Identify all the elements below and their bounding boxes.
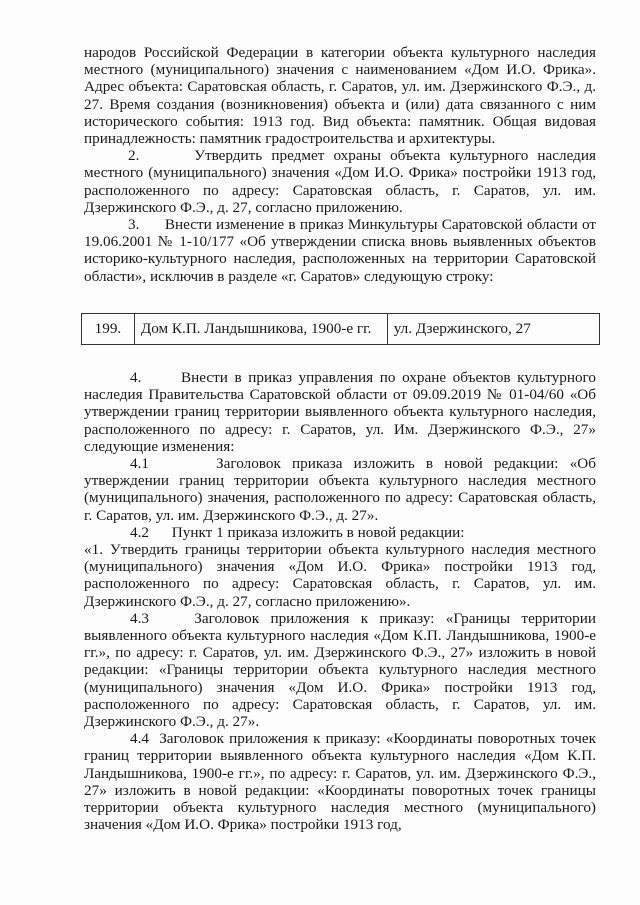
paragraph-item-4-2-text: «1. Утвердить границы территории объекта культурного наследия местного (муниципального) значения «Дом И.О. Фрика» постройки 1913 год, расположенного по адресу: Саратовская область, г. Саратов, ул. им. Дзержинского Ф.Э., д. 27, согласно приложению». bbox=[84, 541, 596, 610]
excluded-row-table bbox=[81, 313, 600, 345]
paragraph-1-continued: народов Российской Федерации в категории объекта культурного наследия местного (муниципального) значения с наименованием «Дом И.О. Фрика». Адрес объекта: Саратовская область, г. Саратов, ул. им. Дзержинского Ф.Э., д. 27. Время создания (возникновения) объекта и (или) дата связанного с ним исторического события: 1913 год. Вид объекта: памятник. Общая видовая принадлежность: памятник градостроительства и архитектуры. bbox=[84, 44, 596, 148]
paragraph-item-4: 4. Внести в приказ управления по охране объектов культурного наследия Правительства Саратовской области от 09.09.2019 № 01-04/60 «Об утверждении границ территории выявленного объекта культурного наследия, расположенного по адресу: г. Саратов, ул. Им. Дзержинского Ф.Э., 27» следующие изменения: bbox=[84, 369, 596, 455]
paragraph-item-4-2: 4.2 Пункт 1 приказа изложить в новой редакции: bbox=[130, 523, 465, 541]
table-cell-number: 199. bbox=[82, 314, 135, 345]
paragraph-item-4-4: 4.4 Заголовок приложения к приказу: «Координаты поворотных точек границ территории выявленного объекта культурного наследия «Дом К.П. Ландышникова, 1900-е гг.», по адресу: г. Саратов, ул. им. Дзержинского Ф.Э., 27» изложить в новой редакции: «Координаты поворотных точек границы территории объекта культурного наследия местного (муниципального) значения «Дом И.О. Фрика» постройки 1913 год, bbox=[84, 730, 596, 834]
table-cell-name: Дом К.П. Ландышникова, 1900-е гг. bbox=[134, 314, 387, 345]
table-cell-address: ул. Дзержинского, 27 bbox=[387, 314, 599, 345]
paragraph-item-2: 2. Утвердить предмет охраны объекта культурного наследия местного (муниципального) значения «Дом И.О. Фрика» постройки 1913 год, расположенного по адресу: Саратовская область, г. Саратов, ул. им. Дзержинского Ф.Э., д. 27, согласно приложению. bbox=[84, 147, 596, 216]
paragraph-item-3: 3. Внести изменение в приказ Минкультуры Саратовской области от 19.06.2001 № 1-10/177 «Об утверждении списка вновь выявленных объектов историко-культурного наследия, расположенных на территории Саратовской области», исключив в разделе «г. Саратов» следующую строку: bbox=[84, 216, 596, 285]
paragraph-item-4-1: 4.1 Заголовок приказа изложить в новой редакции: «Об утверждении границ территории объекта культурного наследия местного (муниципального) значения, расположенного по адресу: Саратовская область, г. Саратов, ул. им. Дзержинского Ф.Э., д. 27». bbox=[84, 455, 596, 524]
document-body-top bbox=[84, 44, 596, 285]
table-row bbox=[82, 314, 600, 345]
document-body-bottom bbox=[84, 369, 596, 833]
paragraph-item-4-3: 4.3 Заголовок приложения к приказу: «Границы территории выявленного объекта культурного наследия «Дом К.П. Ландышникова, 1900-е гг.», по адресу: г. Саратов, ул. им. Дзержинского Ф.Э., 27» изложить в новой редакции: «Границы территории объекта культурного наследия местного (муниципального) значения «Дом И.О. Фрика» постройки 1913 год, расположенного по адресу: Саратовская область, г. Саратов, ул. им. Дзержинского Ф.Э., д. 27». bbox=[84, 609, 596, 731]
